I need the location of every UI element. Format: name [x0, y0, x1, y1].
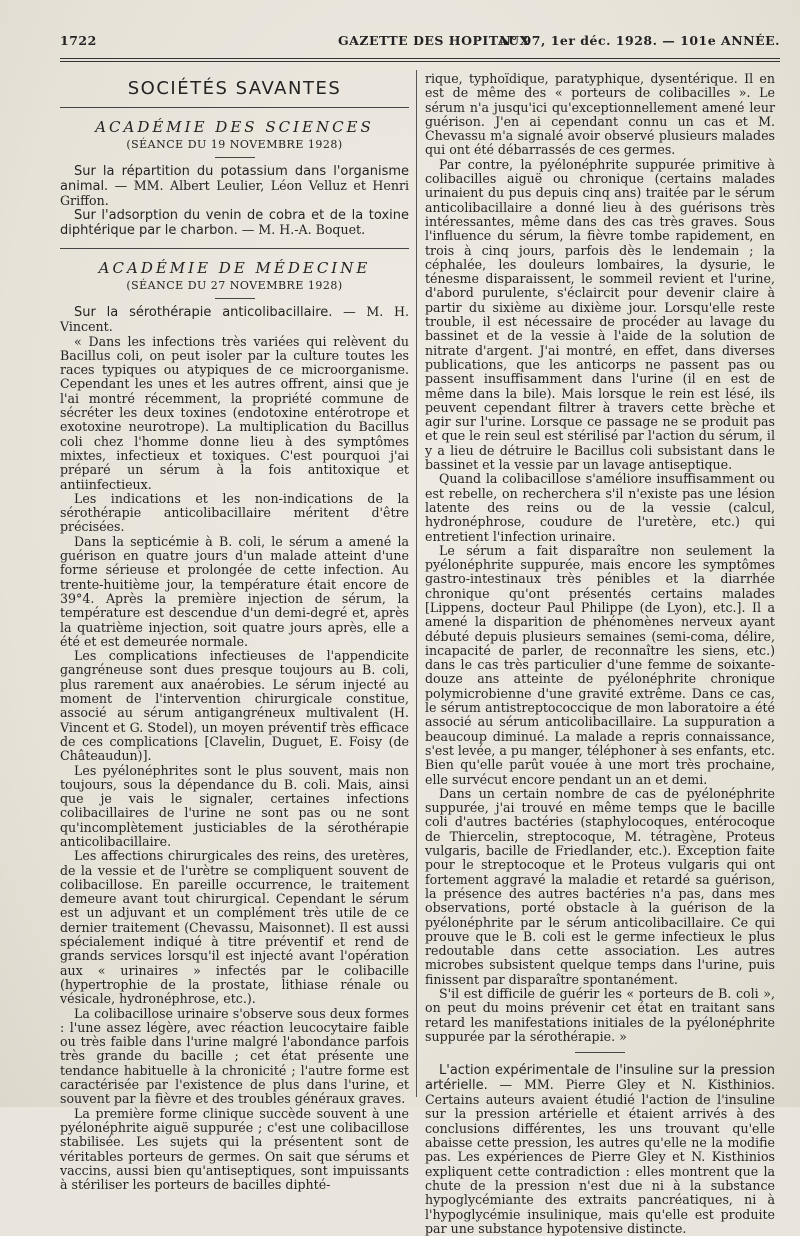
article-heading: Sur la sérothérapie anticolibacillaire. — M. H. Vincent. — [60, 304, 409, 335]
academy-rule — [60, 248, 409, 249]
academy-medecine-heading: ACADÉMIE DE MÉDECINE — [98, 259, 371, 278]
paragraph: « Dans les infections très variées qui relèvent du Bacillus coli, on peut isoler par la culture toutes les races typiques ou atypiques de ce microorganisme. Cependant les unes et les autres offrent, ainsi que je l'ai montré récemment, la propriété commune de sécréter les deux toxines (endotoxine entérotrope et exotoxine neurotrope). La multiplication du Bacillus coli chez l'homme donne lieu à des symptômes mixtes, infectieux et toxiques. C'est pourquoi j'ai préparé un sérum à la fois antitoxique et antiinfectieux. — [60, 333, 409, 492]
column-divider — [416, 70, 417, 1097]
academy-medecine-date: (SÉANCE DU 27 NOVEMBRE 1928) — [126, 279, 343, 293]
sciences-item-2: Sur l'adsorption du venin de cobra et de la toxine diphtérique par le charbon. — M. H.-A. Boquet. — [60, 208, 409, 239]
separator — [215, 298, 255, 299]
paragraph: S'il est difficile de guérir les « porteurs de B. coli », on peut du moins prévenir cet état en traitant sans retard les manifestations initiales de la pyélonéphrite suppurée par la sérothérapie. » — [425, 986, 775, 1044]
academy-sciences-date: (SÉANCE DU 19 NOVEMBRE 1928) — [126, 138, 343, 151]
issue-info: N° 97, 1er déc. 1928. — 101e ANNÉE. — [499, 33, 780, 48]
paragraph: Les affections chirurgicales des reins, des uretères, de la vessie et de l'urètre se compliquent souvent de colibacillose. En pareille occurrence, le traitement demeure avant tout chirurgical. Cependant le sérum est un adjuvant et un complément très utile de ce dernier traitement (Chevassu, Maisonnet). Il est aussi spécialement indiqué à titre préventif et rend de grands services lorsqu'il est injecté avant l'opération aux « urinaires » infectés par le colibacille (hypertrophie de la prostate, lithiase rénale ou vésicale, hydronéphrose, etc.). — [60, 848, 409, 1007]
journal-name: GAZETTE DES HOPITAUX — [338, 33, 530, 48]
paragraph: Par contre, la pyélonéphrite suppurée primitive à colibacilles aiguë ou chronique (certains malades urinaient du pus depuis cinq ans) traitée par le sérum anticolibacillaire a donné lieu à des guérisons très intéressantes, même dans des cas très graves. Sous l'influence du sérum, la fièvre tombe rapidement, en trois à cinq jours, parfois dès le lendemain ; la céphalée, les douleurs lombaires, la dysurie, le ténesme disparaissent, le sommeil revient et l'urine, d'abord purulente, s'éclaircit pour devenir claire à partir du sixième au dixième jour. Lorsqu'elle reste trouble, il est nécessaire de procéder au lavage du bassinet et de la vessie à l'aide de la solution de nitrate d'argent. J'ai montré, en effet, dans diverses publications, que les anticorps ne passent pas ou passent insuffisamment dans l'urine (il en est de même dans la bile). Mais lorsque le rein est lésé, ils peuvent cependant filtrer à travers cette brèche et agir sur l'urine. Lorsque ce passage ne se produit pas et que le rein seul est stérilisé par l'action du sérum, il y a lieu de détruire le Bacillus coli subsistant dans le bassinet et la vessie par un lavage antiseptique. — [425, 156, 775, 473]
right-column — [425, 71, 775, 1236]
paragraph: Le sérum a fait disparaître non seulement la pyélonéphrite suppurée, mais encore les symptômes gastro-intestinaux très pénibles et la diarrhée chronique qu'ont présentés certains malades [Lippens, docteur Paul Philippe (de Lyon), etc.]. Il a amené la disparition de phénomènes nerveux ayant débuté depuis plusieurs semaines (semi-coma, délire, incapacité de parler, de reconnaître les siens, etc.) dans le cas très particulier d'une femme de soixante-douze ans atteinte de pyélonéphrite chronique polymicrobienne d'une gravité extrême. Dans ce cas, le sérum antistreptococcique de mon laboratoire a été associé au sérum anticolibacillaire. La suppuration a beaucoup diminué. La malade a repris connaissance, s'est levée, a pu manger, téléphoner à ses enfants, etc. Bien qu'elle parût vouée à une mort très prochaine, elle survécut encore pendant un an et demi. — [425, 542, 775, 787]
article-heading: L'action expérimentale de l'insuline sur la pression artérielle. — MM. Pierre Gley et N. Kisthinios. Certains auteurs avaient étudié l'action de l'insuline sur la pression artérielle et étaient arrivés à des conclusions différentes, les uns trouvant qu'elle abaisse cette pression, les autres qu'elle ne la modifie pas. Les expériences de Pierre Gley et N. Kisthinios expliquent cette contradiction : elles montrent que la chute de la pression n'est due ni à la substance hypoglycémiante des extraits pancréatiques, ni à l'hypoglycémie insulinique, mais qu'elle est produite par une substance hypotensive distincte. — [425, 1063, 775, 1236]
paragraph: Les complications infectieuses de l'appendicite gangréneuse sont dues presque toujours au B. coli, plus rarement aux anaérobies. Le sérum injecté au moment de l'intervention chirurgicale constitue, associé au sérum antigangréneux multivalent (H. Vincent et G. Stodel), un moyen préventif très efficace de ces complications [Clavelin, Duguet, E. Foisy (de Châteaudun)]. — [60, 648, 409, 764]
paragraph: Quand la colibacillose s'améliore insuffisamment ou est rebelle, on recherchera s'il n'existe pas une lésion latente des reins ou de la vessie (calcul, hydronéphrose, coudure de l'uretère, etc.) qui entretient l'infection urinaire. — [425, 471, 775, 544]
section-rule — [60, 107, 409, 108]
page-number: 1722 — [60, 33, 97, 48]
sciences-item-1: Sur la répartition du potassium dans l'organisme animal. — MM. Albert Leulier, Léon Velluz et Henri Griffon. — [60, 164, 409, 208]
paragraph: Les indications et les non-indications de la sérothérapie anticolibacillaire méritent d'être précisées. — [60, 490, 409, 535]
academy-sciences-heading: ACADÉMIE DES SCIENCES — [95, 118, 374, 136]
left-column — [60, 72, 409, 1193]
running-header — [60, 33, 780, 51]
header-rule — [60, 58, 780, 59]
paragraph: Les pyélonéphrites sont le plus souvent, mais non toujours, sous la dépendance du B. coli. Mais, ainsi que je vais le signaler, certaines infections colibacillaires de l'urine ne sont pas ou ne sont qu'incomplètement justiciables de la sérothérapie anticolibacillaire. — [60, 762, 409, 849]
separator — [215, 157, 255, 158]
paragraph: Dans un certain nombre de cas de pyélonéphrite suppurée, j'ai trouvé en même temps que le bacille coli d'autres bactéries (staphylocoques, entérocoque de Thiercelin, streptocoque, M. tétragène, Proteus vulgaris, bacille de Friedlander, etc.). Exception faite pour le streptocoque et le Proteus vulgaris qui ont fortement aggravé la maladie et retardé sa guérison, la présence des autres bactéries n'a pas, dans mes observations, porté obstacle à la guérison de la pyélonéphrite par le sérum anticolibacillaire. Ce qui prouve que le B. coli est le germe infectieux le plus redoutable dans cette association. Les autres microbes subsistent quelque temps dans l'urine, puis finissent par disparaître spontanément. — [425, 785, 775, 987]
paragraph: La première forme clinique succède souvent à une pyélonéphrite aiguë suppurée ; c'est une colibacillose stabilisée. Les sujets qui la présentent sont de véritables porteurs de germes. On sait que sérums et vaccins, aussi bien qu'antiseptiques, sont impuissants à stériliser les porteurs de bacilles diphté- — [60, 1105, 409, 1193]
paragraph: rique, typhoïdique, paratyphique, dysentérique. Il en est de même des « porteurs de colibacilles ». Le sérum n'a jusqu'ici qu'exceptionnellement amené leur guérison. J'en ai cependant connu un cas et M. Chevassu m'a signalé avoir observé plusieurs malades qui ont été débarrassés de ces germes. — [425, 71, 775, 158]
separator — [575, 1052, 625, 1053]
section-title: SOCIÉTÉS SAVANTES — [127, 78, 342, 99]
paragraph: La colibacillose urinaire s'observe sous deux formes : l'une assez légère, avec réaction leucocytaire faible ou très faible dans l'urine malgré l'abondance parfois très grande du bacille ; cet état présente une tendance habituelle à la chronicité ; l'autre forme est caractérisée par l'existence de plus dans l'urine, et souvent par la fièvre et des troubles généraux graves. — [60, 1005, 409, 1107]
header-rule-double — [60, 61, 780, 62]
paragraph: Dans la septicémie à B. coli, le sérum a amené la guérison en quatre jours d'un malade atteint d'une forme sérieuse et prolongée de cette infection. Au trente-huitième jour, la température était encore de 39°4. Après la première injection de sérum, la température est descendue d'un demi-degré et, après la quatrième injection, soit quatre jours après, elle a été et est demeurée normale. — [60, 533, 409, 649]
